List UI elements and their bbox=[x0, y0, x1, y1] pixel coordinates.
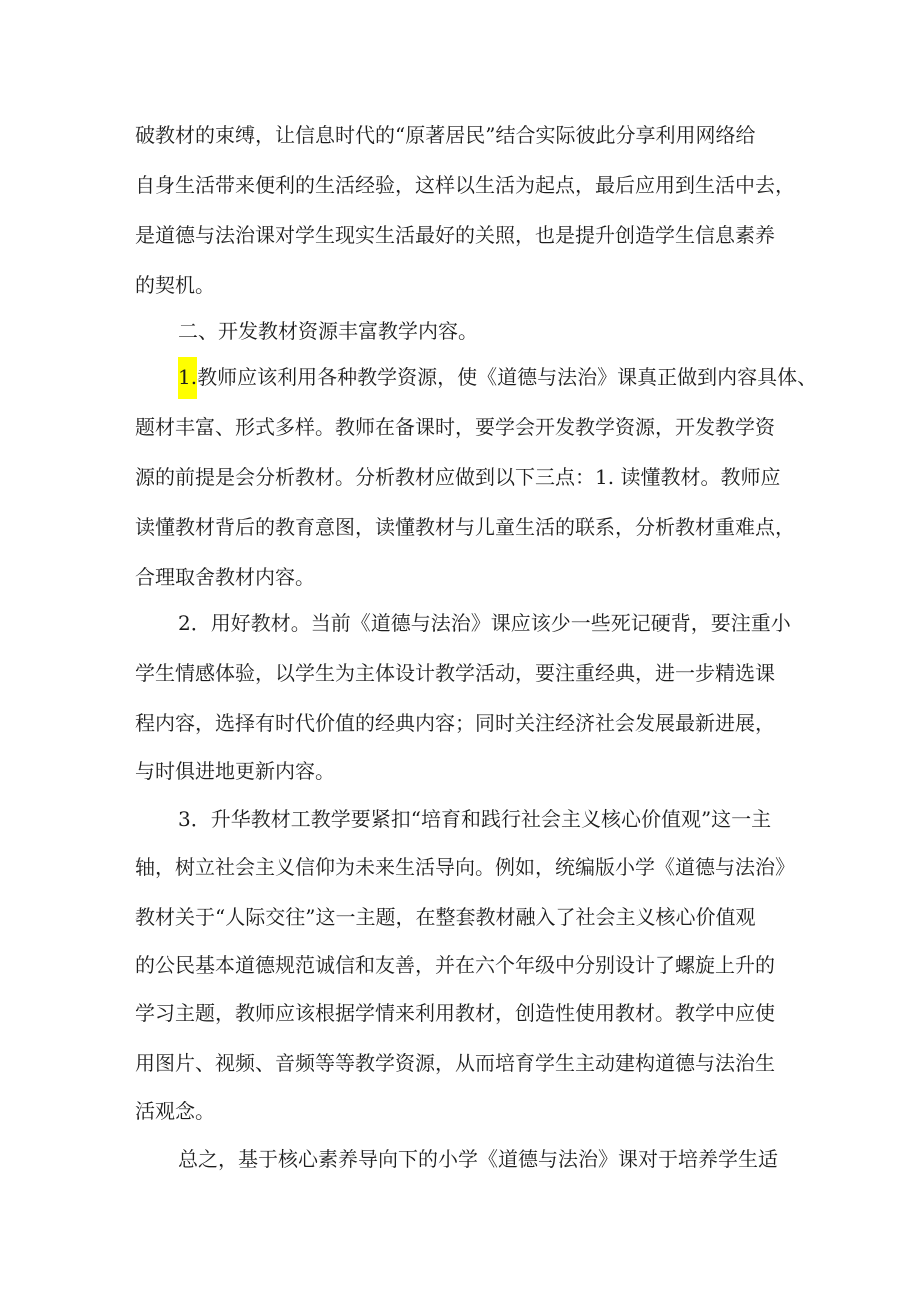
text-line: 学生情感体验，以学生为主体设计教学活动，要注重经典，进一步精选课 bbox=[135, 661, 775, 685]
section-heading: 二、开发教材资源丰富教学内容。 bbox=[178, 319, 478, 343]
text-line: 源的前提是会分析教材。分析教材应做到以下三点：1. 读懂教材。教师应 bbox=[135, 465, 781, 489]
text-line: 总之，基于核心素养导向下的小学《道德与法治》课对于培养学生适 bbox=[178, 1147, 778, 1171]
text-line: 1.教师应该利用各种教学资源，使《道德与法治》课真正做到内容具体、 bbox=[178, 363, 817, 391]
text-line: 合理取舍教材内容。 bbox=[135, 565, 315, 589]
highlighted-number: 1. bbox=[178, 357, 197, 399]
text-line: 破教材的束缚，让信息时代的“原著居民”结合实际彼此分享利用网络给 bbox=[135, 123, 756, 147]
text-line: 的公民基本道德规范诚信和友善，并在六个年级中分别设计了螺旋上升的 bbox=[135, 953, 775, 977]
text-line: 轴，树立社会主义信仰为未来生活导向。例如，统编版小学《道德与法治》 bbox=[135, 855, 795, 879]
text-line: 题材丰富、形式多样。教师在备课时，要学会开发教学资源，开发教学资 bbox=[135, 415, 775, 439]
text-line: 读懂教材背后的教育意图，读懂教材与儿童生活的联系，分析教材重难点， bbox=[135, 515, 795, 539]
text-line: 2．用好教材。当前《道德与法治》课应该少一些死记硬背，要注重小 bbox=[178, 611, 791, 635]
text-line: 活观念。 bbox=[135, 1099, 215, 1123]
text-line: 3．升华教材工教学要紧扣“培育和践行社会主义核心价值观”这一主 bbox=[178, 807, 772, 831]
text-line: 用图片、视频、音频等等教学资源，从而培育学生主动建构道德与法治生 bbox=[135, 1051, 775, 1075]
text-line: 是道德与法治课对学生现实生活最好的关照，也是提升创造学生信息素养 bbox=[135, 223, 775, 247]
text-line: 自身生活带来便利的生活经验，这样以生活为起点，最后应用到生活中去， bbox=[135, 173, 795, 197]
text-line: 学习主题，教师应该根据学情来利用教材，创造性使用教材。教学中应使 bbox=[135, 1001, 775, 1025]
text-line: 程内容，选择有时代价值的经典内容；同时关注经济社会发展最新进展， bbox=[135, 711, 775, 735]
text-line: 教材关于“人际交往”这一主题，在整套教材融入了社会主义核心价值观 bbox=[135, 905, 756, 929]
text-line: 与时俱进地更新内容。 bbox=[135, 759, 335, 783]
text-line: 的契机。 bbox=[135, 273, 215, 297]
